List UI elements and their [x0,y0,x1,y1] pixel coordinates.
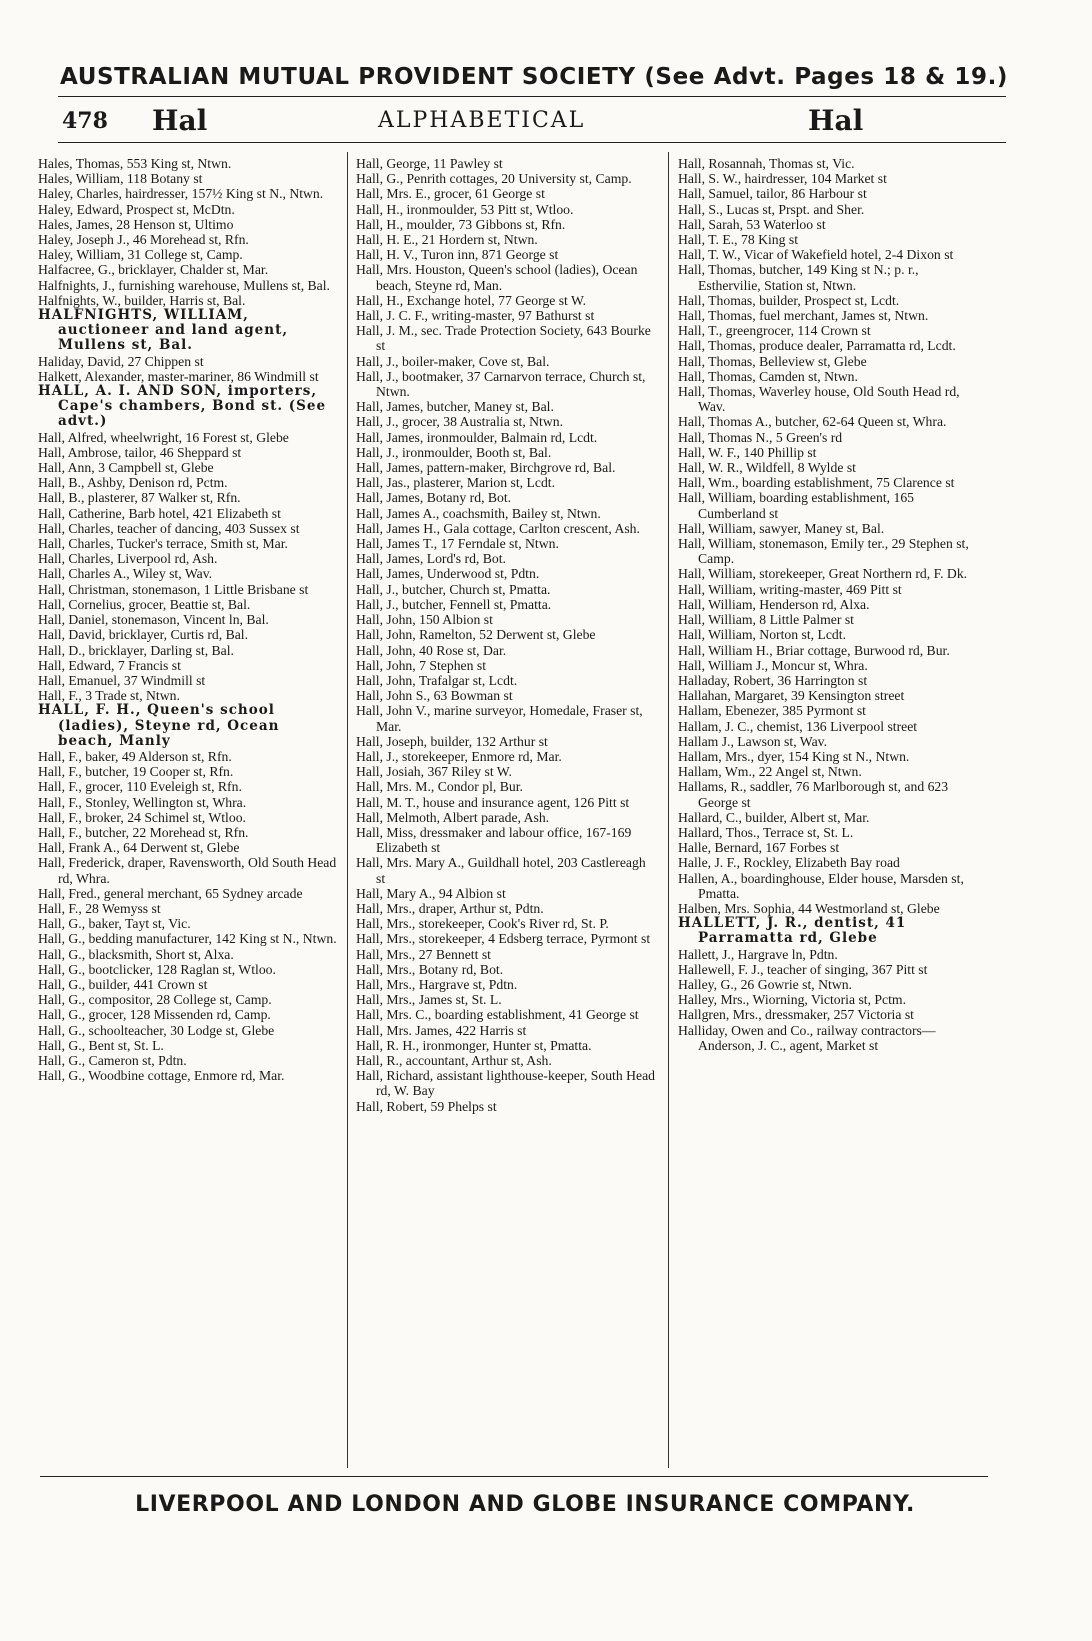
directory-entry: Hall, John, Ramelton, 52 Derwent st, Glebe [356,627,596,643]
footer-rule [40,1476,988,1477]
directory-entry: Hall, William, Henderson rd, Alxa. [678,596,870,612]
directory-entry: Hales, Thomas, 553 King st, Ntwn. [38,156,232,171]
directory-entry: Hall, William, 8 Little Palmer st [678,612,854,628]
directory-entry: Hall, Ann, 3 Campbell st, Glebe [38,460,214,476]
directory-entry: Hall, Mrs., storekeeper, Cook's River rd, St. P. [356,916,609,932]
directory-entry: Hall, F., butcher, 22 Morehead st, Rfn. [38,824,249,840]
directory-entry: Hall, H. V., Turon inn, 871 George st [356,247,559,263]
directory-entry: Halben, Mrs. Sophia, 44 Westmorland st, Glebe [678,900,940,916]
page-number: 478 [62,108,108,134]
directory-entry: Hall, F., butcher, 19 Cooper st, Rfn. [38,764,234,780]
directory-entry: Hall, Alfred, wheelwright, 16 Forest st, Glebe [38,429,289,445]
directory-entry: Hall, Thomas A., butcher, 62-64 Queen st, Whra. [678,414,947,430]
directory-entry: Hall, John, 150 Albion st [356,612,493,628]
directory-entry: Hall, William H., Briar cottage, Burwood rd, Bur. [678,642,950,658]
directory-column-2 [356,156,656,1486]
directory-entry: Hall, James, butcher, Maney st, Bal. [356,399,554,415]
directory-entry: Hall, Mrs., 27 Bennett st [356,946,491,962]
directory-entry: Hall, G., Bent st, St. L. [38,1037,164,1053]
directory-entry: Hall, Mrs., storekeeper, 4 Edsberg terrace, Pyrmont st [356,931,651,947]
directory-entry: Hall, Melmoth, Albert parade, Ash. [356,809,550,825]
directory-entry: Hallam, Mrs., dyer, 154 King st N., Ntwn. [678,748,910,764]
directory-entry: Hall, John S., 63 Bowman st [356,688,513,704]
directory-entry: Hall, G., grocer, 128 Missenden rd, Camp. [38,1007,271,1023]
directory-entry: Hall, James, Botany rd, Bot. [356,490,512,506]
directory-entry: Hall, William, writing-master, 469 Pitt st [678,581,902,597]
directory-entry: Halley, Mrs., Wiorning, Victoria st, Pctm. [678,992,906,1008]
directory-entry: Hall, H. E., 21 Hordern st, Ntwn. [356,232,538,248]
directory-entry: Hall, Christman, stonemason, 1 Little Brisbane st [38,581,309,597]
directory-entry: Hall, H., Exchange hotel, 77 George st W. [356,292,587,308]
directory-entry: HALL, F. H., Queen's school (ladies), Steyne rd, Ocean beach, Manly [38,702,280,749]
directory-entry: Hall, J., butcher, Fennell st, Pmatta. [356,596,552,612]
directory-entry: Hallewell, F. J., teacher of singing, 367 Pitt st [678,961,928,977]
directory-entry: Hall, Mrs. M., Condor pl, Bur. [356,779,523,795]
directory-entry: Hall, T. W., Vicar of Wakefield hotel, 2-4 Dixon st [678,247,954,263]
directory-entry: Hall, Jas., plasterer, Marion st, Lcdt. [356,475,556,491]
directory-entry: Hall, Mrs. C., boarding establishment, 41 George st [356,1007,639,1023]
directory-entry: Hall, Mrs., Hargrave st, Pdtn. [356,976,518,992]
directory-entry: Haley, Joseph J., 46 Morehead st, Rfn. [38,232,249,248]
directory-entry: Hall, Robert, 59 Phelps st [356,1098,497,1114]
directory-entry: Hall, Samuel, tailor, 86 Harbour st [678,186,867,202]
directory-entry: Hallett, J., Hargrave ln, Pdtn. [678,946,838,962]
directory-entry: Hall, G., blacksmith, Short st, Alxa. [38,946,234,962]
directory-entry: Hall, W. R., Wildfell, 8 Wylde st [678,460,856,476]
directory-entry: Hall, G., compositor, 28 College st, Camp. [38,992,272,1008]
directory-entry: Hall, S. W., hairdresser, 104 Market st [678,171,887,187]
directory-entry: Hall, T. E., 78 King st [678,232,799,248]
directory-entry: Hall, G., Woodbine cottage, Enmore rd, Mar. [38,1068,285,1084]
directory-entry: Hall, William J., Moncur st, Whra. [678,657,868,673]
directory-entry: Hall, John V., marine surveyor, Homedale, Fraser st, Mar. [356,703,643,734]
directory-entry: Hall, Charles, Liverpool rd, Ash. [38,551,218,567]
directory-entry: Hall, Josiah, 367 Riley st W. [356,764,512,780]
directory-entry: Hall, James T., 17 Ferndale st, Ntwn. [356,536,559,552]
left-guide-word: Hal [152,104,208,137]
directory-entry: Hall, J. C. F., writing-master, 97 Bathurst st [356,308,595,324]
directory-entry: Hall, Mrs., Botany rd, Bot. [356,961,504,977]
directory-entry: Hallam, Ebenezer, 385 Pyrmont st [678,703,866,719]
directory-entry: Hall, Sarah, 53 Waterloo st [678,216,826,232]
directory-entry: Hall, J., bootmaker, 37 Carnarvon terrace, Church st, Ntwn. [356,368,646,400]
directory-entry: Hallen, A., boardinghouse, Elder house, Marsden st, Pmatta. [678,870,964,901]
directory-entry: Haliday, David, 27 Chippen st [38,353,204,369]
directory-entry: Haley, Charles, hairdresser, 157½ King st N., Ntwn. [38,186,324,202]
directory-entry: Hall, William, sawyer, Maney st, Bal. [678,520,885,536]
directory-entry: Hall, William, boarding establishment, 165 Cumberland st [678,490,915,521]
directory-entry: Hall, F., baker, 49 Alderson st, Rfn. [38,748,232,764]
directory-entry: Hall, William, Norton st, Lcdt. [678,627,846,643]
right-guide-word: Hal [808,104,864,137]
directory-entry: Hall, J., butcher, Church st, Pmatta. [356,581,551,597]
directory-entry: Hall, J., storekeeper, Enmore rd, Mar. [356,748,562,764]
directory-entry: Hall, F., 3 Trade st, Ntwn. [38,688,180,704]
directory-entry: Halfacree, G., bricklayer, Chalder st, Mar. [38,262,269,278]
bottom-advertisement-banner: LIVERPOOL AND LONDON AND GLOBE INSURANCE COMPANY. [135,1492,915,1517]
directory-entry: Hallard, C., builder, Albert st, Mar. [678,809,870,825]
directory-entry: Hall, G., Penrith cottages, 20 University st, Camp. [356,171,632,187]
directory-entry: Hall, James H., Gala cottage, Carlton crescent, Ash. [356,520,640,536]
directory-entry: Hall, Joseph, builder, 132 Arthur st [356,733,548,749]
directory-entry: Hallam, J. C., chemist, 136 Liverpool street [678,718,918,734]
directory-entry: Haley, Edward, Prospect st, McDtn. [38,201,235,217]
directory-entry: Hall, Mrs. E., grocer, 61 George st [356,186,545,202]
directory-entry: Hall, Thomas, butcher, 149 King st N.; p. r., Esthervilie, Station st, Ntwn. [678,262,919,293]
directory-entry: Hall, G., bootclicker, 128 Raglan st, Wtloo. [38,961,276,977]
directory-entry: Hall, David, bricklayer, Curtis rd, Bal. [38,627,249,643]
directory-entry: Hall, Thomas, Camden st, Ntwn. [678,368,858,384]
directory-entry: Hall, J. M., sec. Trade Protection Society, 643 Bourke st [356,323,651,354]
directory-entry: Hall, J., ironmoulder, Booth st, Bal. [356,444,552,460]
column-divider [347,152,348,1468]
directory-entry: Hall, R. H., ironmonger, Hunter st, Pmatta. [356,1037,592,1053]
directory-entry: Hall, B., plasterer, 87 Walker st, Rfn. [38,490,241,506]
directory-entry: Hall, G., schoolteacher, 30 Lodge st, Glebe [38,1022,275,1038]
section-title: ALPHABETICAL [378,108,586,133]
directory-entry: Hall, James, Underwood st, Pdtn. [356,566,540,582]
directory-entry: Hall, Thomas, fuel merchant, James st, Ntwn. [678,308,929,324]
directory-entry: Hall, Cornelius, grocer, Beattie st, Bal. [38,596,251,612]
directory-entry: Hall, Mrs., draper, Arthur st, Pdtn. [356,900,544,916]
directory-entry: Halladay, Robert, 36 Harrington st [678,672,868,688]
directory-entry: Hall, Charles A., Wiley st, Wav. [38,566,213,582]
column-divider [668,152,669,1468]
directory-entry: Haley, William, 31 College st, Camp. [38,247,243,263]
directory-entry: Hall, G., Cameron st, Pdtn. [38,1052,187,1068]
directory-entry: Hall, Charles, teacher of dancing, 403 Sussex st [38,520,300,536]
directory-entry: Hall, William, stonemason, Emily ter., 29 Stephen st, Camp. [678,536,969,567]
directory-entry: HALL, A. I. AND SON, importers, Cape's chambers, Bond st. (See advt.) [38,383,327,430]
directory-entry: Halkett, Alexander, master-mariner, 86 Windmill st [38,368,319,384]
directory-entry: Hall, James, pattern-maker, Birchgrove rd, Bal. [356,460,616,476]
directory-column-3 [678,156,978,1486]
directory-entry: Halle, J. F., Rockley, Elizabeth Bay road [678,855,900,871]
directory-entry: Halle, Bernard, 167 Forbes st [678,840,840,856]
directory-entry: Hall, D., bricklayer, Darling st, Bal. [38,642,234,658]
directory-entry: Hales, William, 118 Botany st [38,171,203,187]
directory-entry: Hallams, R., saddler, 76 Marlborough st, and 623 George st [678,779,949,810]
directory-entry: Hallahan, Margaret, 39 Kensington street [678,688,905,704]
directory-entry: Hallam, Wm., 22 Angel st, Ntwn. [678,764,862,780]
directory-entry: Hall, James, Lord's rd, Bot. [356,551,506,567]
directory-entry: Hall, F., grocer, 110 Eveleigh st, Rfn. [38,779,242,795]
directory-column-1 [38,156,338,1486]
directory-entry: Hall, Emanuel, 37 Windmill st [38,672,206,688]
directory-entry: Hall, G., builder, 441 Crown st [38,976,208,992]
directory-entry: Hall, Frank A., 64 Derwent st, Glebe [38,840,240,856]
directory-entry: Hall, George, 11 Pawley st [356,156,503,171]
directory-entry: HALLETT, J. R., dentist, 41 Parramatta rd, Glebe [678,915,907,947]
directory-entry: Hall, John, 40 Rose st, Dar. [356,642,507,658]
directory-entry: Halley, G., 26 Gowrie st, Ntwn. [678,976,852,992]
directory-entry: Hall, H., ironmoulder, 53 Pitt st, Wtloo. [356,201,574,217]
directory-entry: Hall, John, 7 Stephen st [356,657,487,673]
directory-entry: Hall, Mrs. Houston, Queen's school (ladies), Ocean beach, Steyne rd, Man. [356,262,638,293]
directory-entry: Hall, R., accountant, Arthur st, Ash. [356,1052,552,1068]
directory-entry: Hall, Ambrose, tailor, 46 Sheppard st [38,444,242,460]
directory-entry: Hall, Mrs. James, 422 Harris st [356,1022,527,1038]
directory-entry: Hall, Daniel, stonemason, Vincent ln, Bal. [38,612,269,628]
directory-entry: Hall, J., boiler-maker, Cove st, Bal. [356,353,550,369]
directory-entry: Hallard, Thos., Terrace st, St. L. [678,824,854,840]
directory-entry: Hall, Charles, Tucker's terrace, Smith st, Mar. [38,536,288,552]
directory-entry: Hall, Thomas N., 5 Green's rd [678,429,843,445]
directory-entry: Hall, Thomas, produce dealer, Parramatta rd, Lcdt. [678,338,956,354]
directory-entry: Hall, Wm., boarding establishment, 75 Clarence st [678,475,955,491]
directory-entry: Hall, John, Trafalgar st, Lcdt. [356,672,518,688]
directory-entry: Hall, William, storekeeper, Great Northern rd, F. Dk. [678,566,968,582]
directory-entry: Hall, Edward, 7 Francis st [38,657,181,673]
directory-entry: Hall, W. F., 140 Phillip st [678,444,817,460]
directory-entry: Hall, M. T., house and insurance agent, 126 Pitt st [356,794,630,810]
directory-entry: Hall, F., 28 Wemyss st [38,900,161,916]
directory-entry: Hall, Miss, dressmaker and labour office, 167-169 Elizabeth st [356,824,632,856]
directory-entry: Hall, G., baker, Tayt st, Vic. [38,916,191,932]
header-rule [58,142,1006,143]
directory-entry: Hall, B., Ashby, Denison rd, Pctm. [38,475,228,491]
directory-entry: Hall, G., bedding manufacturer, 142 King st N., Ntwn. [38,931,337,947]
directory-entry: Hall, Thomas, Belleview st, Glebe [678,353,867,369]
directory-entry: Hallgren, Mrs., dressmaker, 257 Victoria st [678,1007,914,1023]
directory-entry: Halfnights, J., furnishing warehouse, Mullens st, Bal. [38,277,330,293]
directory-entry: Halfnights, W., builder, Harris st, Bal. [38,292,246,308]
directory-entry: HALFNIGHTS, WILLIAM, auctioneer and land agent, Mullens st, Bal. [38,307,289,354]
directory-entry: Hallam J., Lawson st, Wav. [678,733,828,749]
header-rule [58,96,1006,97]
directory-entry: Hall, F., Stonley, Wellington st, Whra. [38,794,247,810]
directory-entry: Hall, Thomas, Waverley house, Old South Head rd, Wav. [678,384,960,415]
directory-entry: Hales, James, 28 Henson st, Ultimo [38,216,234,232]
directory-entry: Hall, James A., coachsmith, Bailey st, Ntwn. [356,505,601,521]
directory-entry: Hall, H., moulder, 73 Gibbons st, Rfn. [356,216,566,232]
directory-entry: Hall, Mrs. Mary A., Guildhall hotel, 203 Castlereagh st [356,855,646,886]
running-header [58,104,1006,138]
directory-entry: Hall, Catherine, Barb hotel, 421 Elizabeth st [38,505,281,521]
top-advertisement-banner: AUSTRALIAN MUTUAL PROVIDENT SOCIETY (See Advt. Pages 18 & 19.) [60,64,1009,90]
directory-entry: Hall, T., greengrocer, 114 Crown st [678,323,871,339]
directory-entry: Hall, Fred., general merchant, 65 Sydney arcade [38,885,303,901]
directory-entry: Hall, Thomas, builder, Prospect st, Lcdt. [678,292,900,308]
directory-entry: Hall, Rosannah, Thomas st, Vic. [678,156,855,171]
directory-entry: Hall, Mary A., 94 Albion st [356,885,506,901]
directory-entry: Hall, J., grocer, 38 Australia st, Ntwn. [356,414,564,430]
directory-entry: Halliday, Owen and Co., railway contractors—Anderson, J. C., agent, Market st [678,1022,936,1053]
directory-entry: Hall, Frederick, draper, Ravensworth, Old South Head rd, Whra. [38,855,337,886]
directory-entry: Hall, James, ironmoulder, Balmain rd, Lcdt. [356,429,598,445]
directory-entry: Hall, F., broker, 24 Schimel st, Wtloo. [38,809,246,825]
directory-entry: Hall, Richard, assistant lighthouse-keeper, South Head rd, W. Bay [356,1068,655,1099]
directory-entry: Hall, Mrs., James st, St. L. [356,992,502,1008]
directory-entry: Hall, S., Lucas st, Prspt. and Sher. [678,201,865,217]
